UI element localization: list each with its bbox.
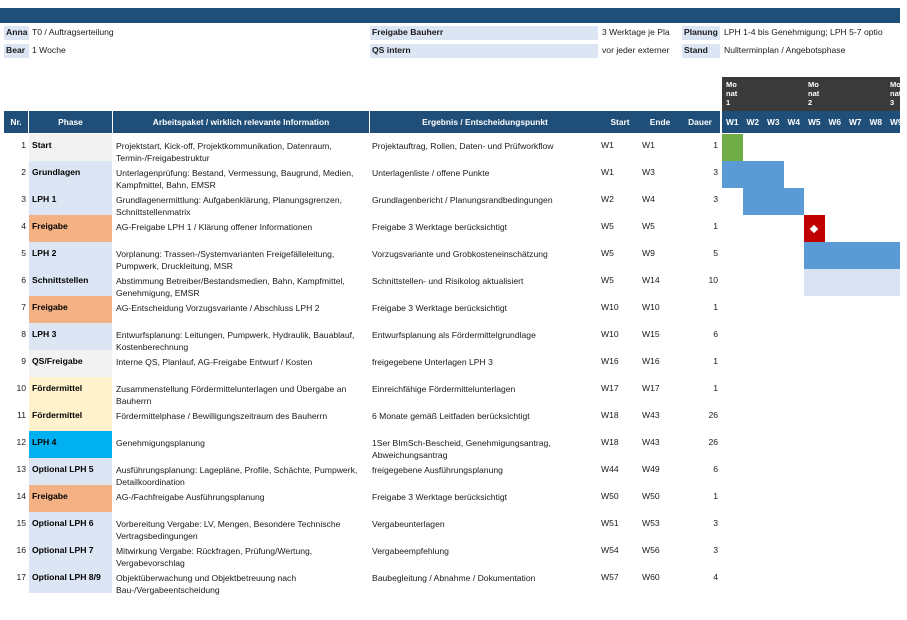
- duration-cell: 1: [713, 140, 718, 150]
- table-row[interactable]: [0, 242, 720, 269]
- task-cell: Projektstart, Kick-off, Projektkommunikation, Datenraum, Termin-/Freigabestruktur: [116, 141, 332, 163]
- duration-cell: 3: [713, 518, 718, 528]
- week-label: W8: [869, 117, 883, 127]
- result-cell: 6 Monate gemäß Leitfaden berücksichtigt: [372, 411, 530, 421]
- row-number: 6: [21, 275, 26, 285]
- start-cell: W5: [601, 248, 614, 258]
- duration-cell: 1: [713, 356, 718, 366]
- phase-cell: Optional LPH 5: [29, 458, 112, 485]
- phase-cell: Schnittstellen: [29, 269, 112, 296]
- task-cell: Mitwirkung Vergabe: Rückfragen, Prüfung/Wertung, Vergabevorschlag: [116, 546, 313, 568]
- phase-cell: LPH 3: [29, 323, 112, 350]
- start-cell: W17: [601, 383, 619, 393]
- month-label: Mo nat 2: [808, 80, 820, 107]
- end-cell: W15: [642, 329, 660, 339]
- row-number: 7: [21, 302, 26, 312]
- start-cell: W10: [601, 302, 619, 312]
- phase-cell: Start: [29, 134, 112, 161]
- row-number: 16: [16, 545, 26, 555]
- task-cell: AG-Freigabe LPH 1 / Klärung offener Informationen: [116, 222, 313, 232]
- gantt-bar: [722, 161, 784, 188]
- info-label-qs-intern: QS intern: [370, 44, 598, 58]
- week-label: W6: [828, 117, 842, 127]
- task-cell: Ausführungsplanung: Lagepläne, Profile, Schächte, Pumpwerk, Detailkoordination: [116, 465, 358, 487]
- info-value-planung[interactable]: LPH 1-4 bis Genehmigung; LPH 5-7 optio: [724, 27, 883, 37]
- week-label: W9: [889, 117, 903, 127]
- end-cell: W43: [642, 410, 660, 420]
- week-label: W4: [787, 117, 801, 127]
- phase-cell: Freigabe: [29, 296, 112, 323]
- end-cell: W16: [642, 356, 660, 366]
- row-number: 9: [21, 356, 26, 366]
- info-value-stand[interactable]: Nullterminplan / Angebotsphase: [724, 45, 846, 55]
- info-label-anna: Anna: [4, 26, 29, 40]
- col-header-result[interactable]: Ergebnis / Entscheidungspunkt: [370, 111, 600, 133]
- info-value-bear[interactable]: 1 Woche: [32, 45, 66, 55]
- phase-cell: Fördermittel: [29, 377, 112, 404]
- col-header-end[interactable]: Ende: [640, 111, 680, 133]
- start-cell: W10: [601, 329, 619, 339]
- row-number: 14: [16, 491, 26, 501]
- table-row[interactable]: [0, 512, 720, 539]
- start-cell: W44: [601, 464, 619, 474]
- table-row[interactable]: [0, 323, 720, 350]
- row-number: 1: [21, 140, 26, 150]
- phase-cell: Fördermittel: [29, 404, 112, 431]
- gantt-bar: [804, 242, 900, 269]
- row-number: 15: [16, 518, 26, 528]
- month-label: Mo nat 1: [726, 80, 738, 107]
- result-cell: Projektauftrag, Rollen, Daten- und Prüfworkflow: [372, 141, 554, 151]
- phase-cell: Grundlagen: [29, 161, 112, 188]
- result-cell: Einreichfähige Fördermittelunterlagen: [372, 384, 516, 394]
- table-row[interactable]: [0, 539, 720, 566]
- col-header-duration[interactable]: Dauer: [680, 111, 720, 133]
- table-row[interactable]: [0, 161, 720, 188]
- result-cell: Freigabe 3 Werktage berücksichtigt: [372, 222, 508, 232]
- table-row[interactable]: [0, 566, 720, 593]
- info-value-freigabe-bauherr[interactable]: 3 Werktage je Pla: [602, 27, 670, 37]
- end-cell: W17: [642, 383, 660, 393]
- info-label-freigabe-bauherr: Freigabe Bauherr: [370, 26, 598, 40]
- task-cell: Fördermittelphase / Bewilligungszeitraum des Bauherrn: [116, 411, 328, 421]
- table-row[interactable]: [0, 215, 720, 242]
- month-label: Mo nat 3: [890, 80, 902, 107]
- duration-cell: 6: [713, 464, 718, 474]
- duration-cell: 1: [713, 491, 718, 501]
- table-row[interactable]: [0, 431, 720, 458]
- phase-cell: LPH 1: [29, 188, 112, 215]
- info-label-stand: Stand: [682, 44, 720, 58]
- start-cell: W54: [601, 545, 619, 555]
- row-number: 17: [16, 572, 26, 582]
- end-cell: W5: [642, 221, 655, 231]
- info-label-bear: Bear: [4, 44, 29, 58]
- duration-cell: 3: [713, 545, 718, 555]
- task-cell: Vorplanung: Trassen-/Systemvarianten Freigefälleleitung, Pumpwerk, Druckleitung, MSR: [116, 249, 335, 271]
- result-cell: Unterlagenliste / offene Punkte: [372, 168, 490, 178]
- start-cell: W51: [601, 518, 619, 528]
- duration-cell: 1: [713, 383, 718, 393]
- duration-cell: 6: [713, 329, 718, 339]
- phase-cell: QS/Freigabe: [29, 350, 112, 377]
- info-value-qs-intern[interactable]: vor jeder externer: [602, 45, 670, 55]
- gantt-bar: [804, 269, 900, 296]
- result-cell: Grundlagenbericht / Planungsrandbedingungen: [372, 195, 553, 205]
- table-row[interactable]: [0, 404, 720, 431]
- task-cell: Objektüberwachung und Objektbetreuung nach Bau-/Vergabeentscheidung: [116, 573, 297, 595]
- phase-cell: LPH 2: [29, 242, 112, 269]
- task-cell: Genehmigungsplanung: [116, 438, 205, 448]
- end-cell: W10: [642, 302, 660, 312]
- start-cell: W5: [601, 275, 614, 285]
- start-cell: W16: [601, 356, 619, 366]
- duration-cell: 26: [708, 437, 718, 447]
- end-cell: W14: [642, 275, 660, 285]
- result-cell: freigegebene Unterlagen LPH 3: [372, 357, 493, 367]
- start-cell: W18: [601, 410, 619, 420]
- col-header-nr[interactable]: Nr.: [4, 111, 28, 133]
- table-row[interactable]: [0, 188, 720, 215]
- week-label: W7: [848, 117, 862, 127]
- phase-cell: Optional LPH 6: [29, 512, 112, 539]
- row-number: 11: [17, 410, 26, 420]
- result-cell: 1Ser BImSch-Bescheid, Genehmigungsantrag, Abweichungsantrag: [372, 438, 551, 460]
- result-cell: Entwurfsplanung als Fördermittelgrundlage: [372, 330, 536, 340]
- result-cell: Freigabe 3 Werktage berücksichtigt: [372, 492, 508, 502]
- duration-cell: 3: [713, 194, 718, 204]
- result-cell: Vergabeempfehlung: [372, 546, 449, 556]
- start-cell: W50: [601, 491, 619, 501]
- end-cell: W49: [642, 464, 660, 474]
- table-row[interactable]: [0, 296, 720, 323]
- task-cell: Abstimmung Betreiber/Bestandsmedien, Bahn, Kampfmittel, Genehmigung, EMSR: [116, 276, 345, 298]
- table-row[interactable]: [0, 134, 720, 161]
- phase-cell: Freigabe: [29, 215, 112, 242]
- task-cell: AG-Entscheidung Vorzugsvariante / Abschluss LPH 2: [116, 303, 320, 313]
- gantt-bar: [743, 188, 805, 215]
- start-cell: W1: [601, 167, 614, 177]
- end-cell: W1: [642, 140, 655, 150]
- end-cell: W9: [642, 248, 655, 258]
- task-cell: AG-/Fachfreigabe Ausführungsplanung: [116, 492, 265, 502]
- result-cell: Vergabeunterlagen: [372, 519, 445, 529]
- table-row[interactable]: [0, 269, 720, 296]
- start-cell: W1: [601, 140, 614, 150]
- duration-cell: 1: [713, 302, 718, 312]
- result-cell: Freigabe 3 Werktage berücksichtigt: [372, 303, 508, 313]
- row-number: 8: [21, 329, 26, 339]
- end-cell: W4: [642, 194, 655, 204]
- week-label: W1: [725, 117, 739, 127]
- duration-cell: 3: [713, 167, 718, 177]
- task-cell: Vorbereitung Vergabe: LV, Mengen, Besondere Technische Vertragsbedingungen: [116, 519, 341, 541]
- table-row[interactable]: [0, 485, 720, 512]
- end-cell: W50: [642, 491, 660, 501]
- row-number: 10: [16, 383, 26, 393]
- duration-cell: 5: [713, 248, 718, 258]
- row-number: 5: [21, 248, 26, 258]
- phase-cell: LPH 4: [29, 431, 112, 458]
- row-number: 13: [16, 464, 26, 474]
- col-header-phase[interactable]: Phase: [29, 111, 112, 133]
- week-label: W2: [746, 117, 760, 127]
- phase-cell: Freigabe: [29, 485, 112, 512]
- duration-cell: 1: [713, 221, 718, 231]
- info-value-anna[interactable]: T0 / Auftragserteilung: [32, 27, 114, 37]
- start-cell: W2: [601, 194, 614, 204]
- start-cell: W18: [601, 437, 619, 447]
- row-number: 2: [21, 167, 26, 177]
- row-number: 3: [21, 194, 26, 204]
- row-number: 12: [16, 437, 26, 447]
- duration-cell: 10: [708, 275, 718, 285]
- week-label: W3: [766, 117, 780, 127]
- table-row[interactable]: [0, 377, 720, 404]
- end-cell: W3: [642, 167, 655, 177]
- end-cell: W53: [642, 518, 660, 528]
- info-label-planung: Planung: [682, 26, 720, 40]
- task-cell: Interne QS, Planlauf, AG-Freigabe Entwurf / Kosten: [116, 357, 313, 367]
- task-cell: Zusammenstellung Fördermittelunterlagen und Übergabe an Bauherrn: [116, 384, 347, 406]
- gantt-bar: [722, 134, 743, 161]
- phase-cell: Optional LPH 8/9: [29, 566, 112, 593]
- task-cell: Unterlagenprüfung: Bestand, Vermessung, Baugrund, Medien, Kampfmittel, Bahn, EMSR: [116, 168, 354, 190]
- week-label: W5: [807, 117, 821, 127]
- duration-cell: 4: [713, 572, 718, 582]
- result-cell: Vorzugsvariante und Grobkosteneinschätzung: [372, 249, 548, 259]
- start-cell: W5: [601, 221, 614, 231]
- task-cell: Grundlagenermittlung: Aufgabenklärung, Planungsgrenzen, Schnittstellenmatrix: [116, 195, 342, 217]
- start-cell: W57: [601, 572, 619, 582]
- end-cell: W43: [642, 437, 660, 447]
- result-cell: Schnittstellen- und Risikolog aktualisiert: [372, 276, 524, 286]
- end-cell: W56: [642, 545, 660, 555]
- task-cell: Entwurfsplanung: Leitungen, Pumpwerk, Hydraulik, Bauablauf, Kostenberechnung: [116, 330, 355, 352]
- col-header-task[interactable]: Arbeitspaket / wirklich relevante Information: [113, 111, 369, 133]
- title-bar: [0, 8, 900, 23]
- result-cell: freigegebene Ausführungsplanung: [372, 465, 503, 475]
- duration-cell: 26: [708, 410, 718, 420]
- phase-cell: Optional LPH 7: [29, 539, 112, 566]
- end-cell: W60: [642, 572, 660, 582]
- row-number: 4: [21, 221, 26, 231]
- table-row[interactable]: [0, 350, 720, 377]
- table-row[interactable]: [0, 458, 720, 485]
- col-header-start[interactable]: Start: [600, 111, 640, 133]
- result-cell: Baubegleitung / Abnahme / Dokumentation: [372, 573, 536, 583]
